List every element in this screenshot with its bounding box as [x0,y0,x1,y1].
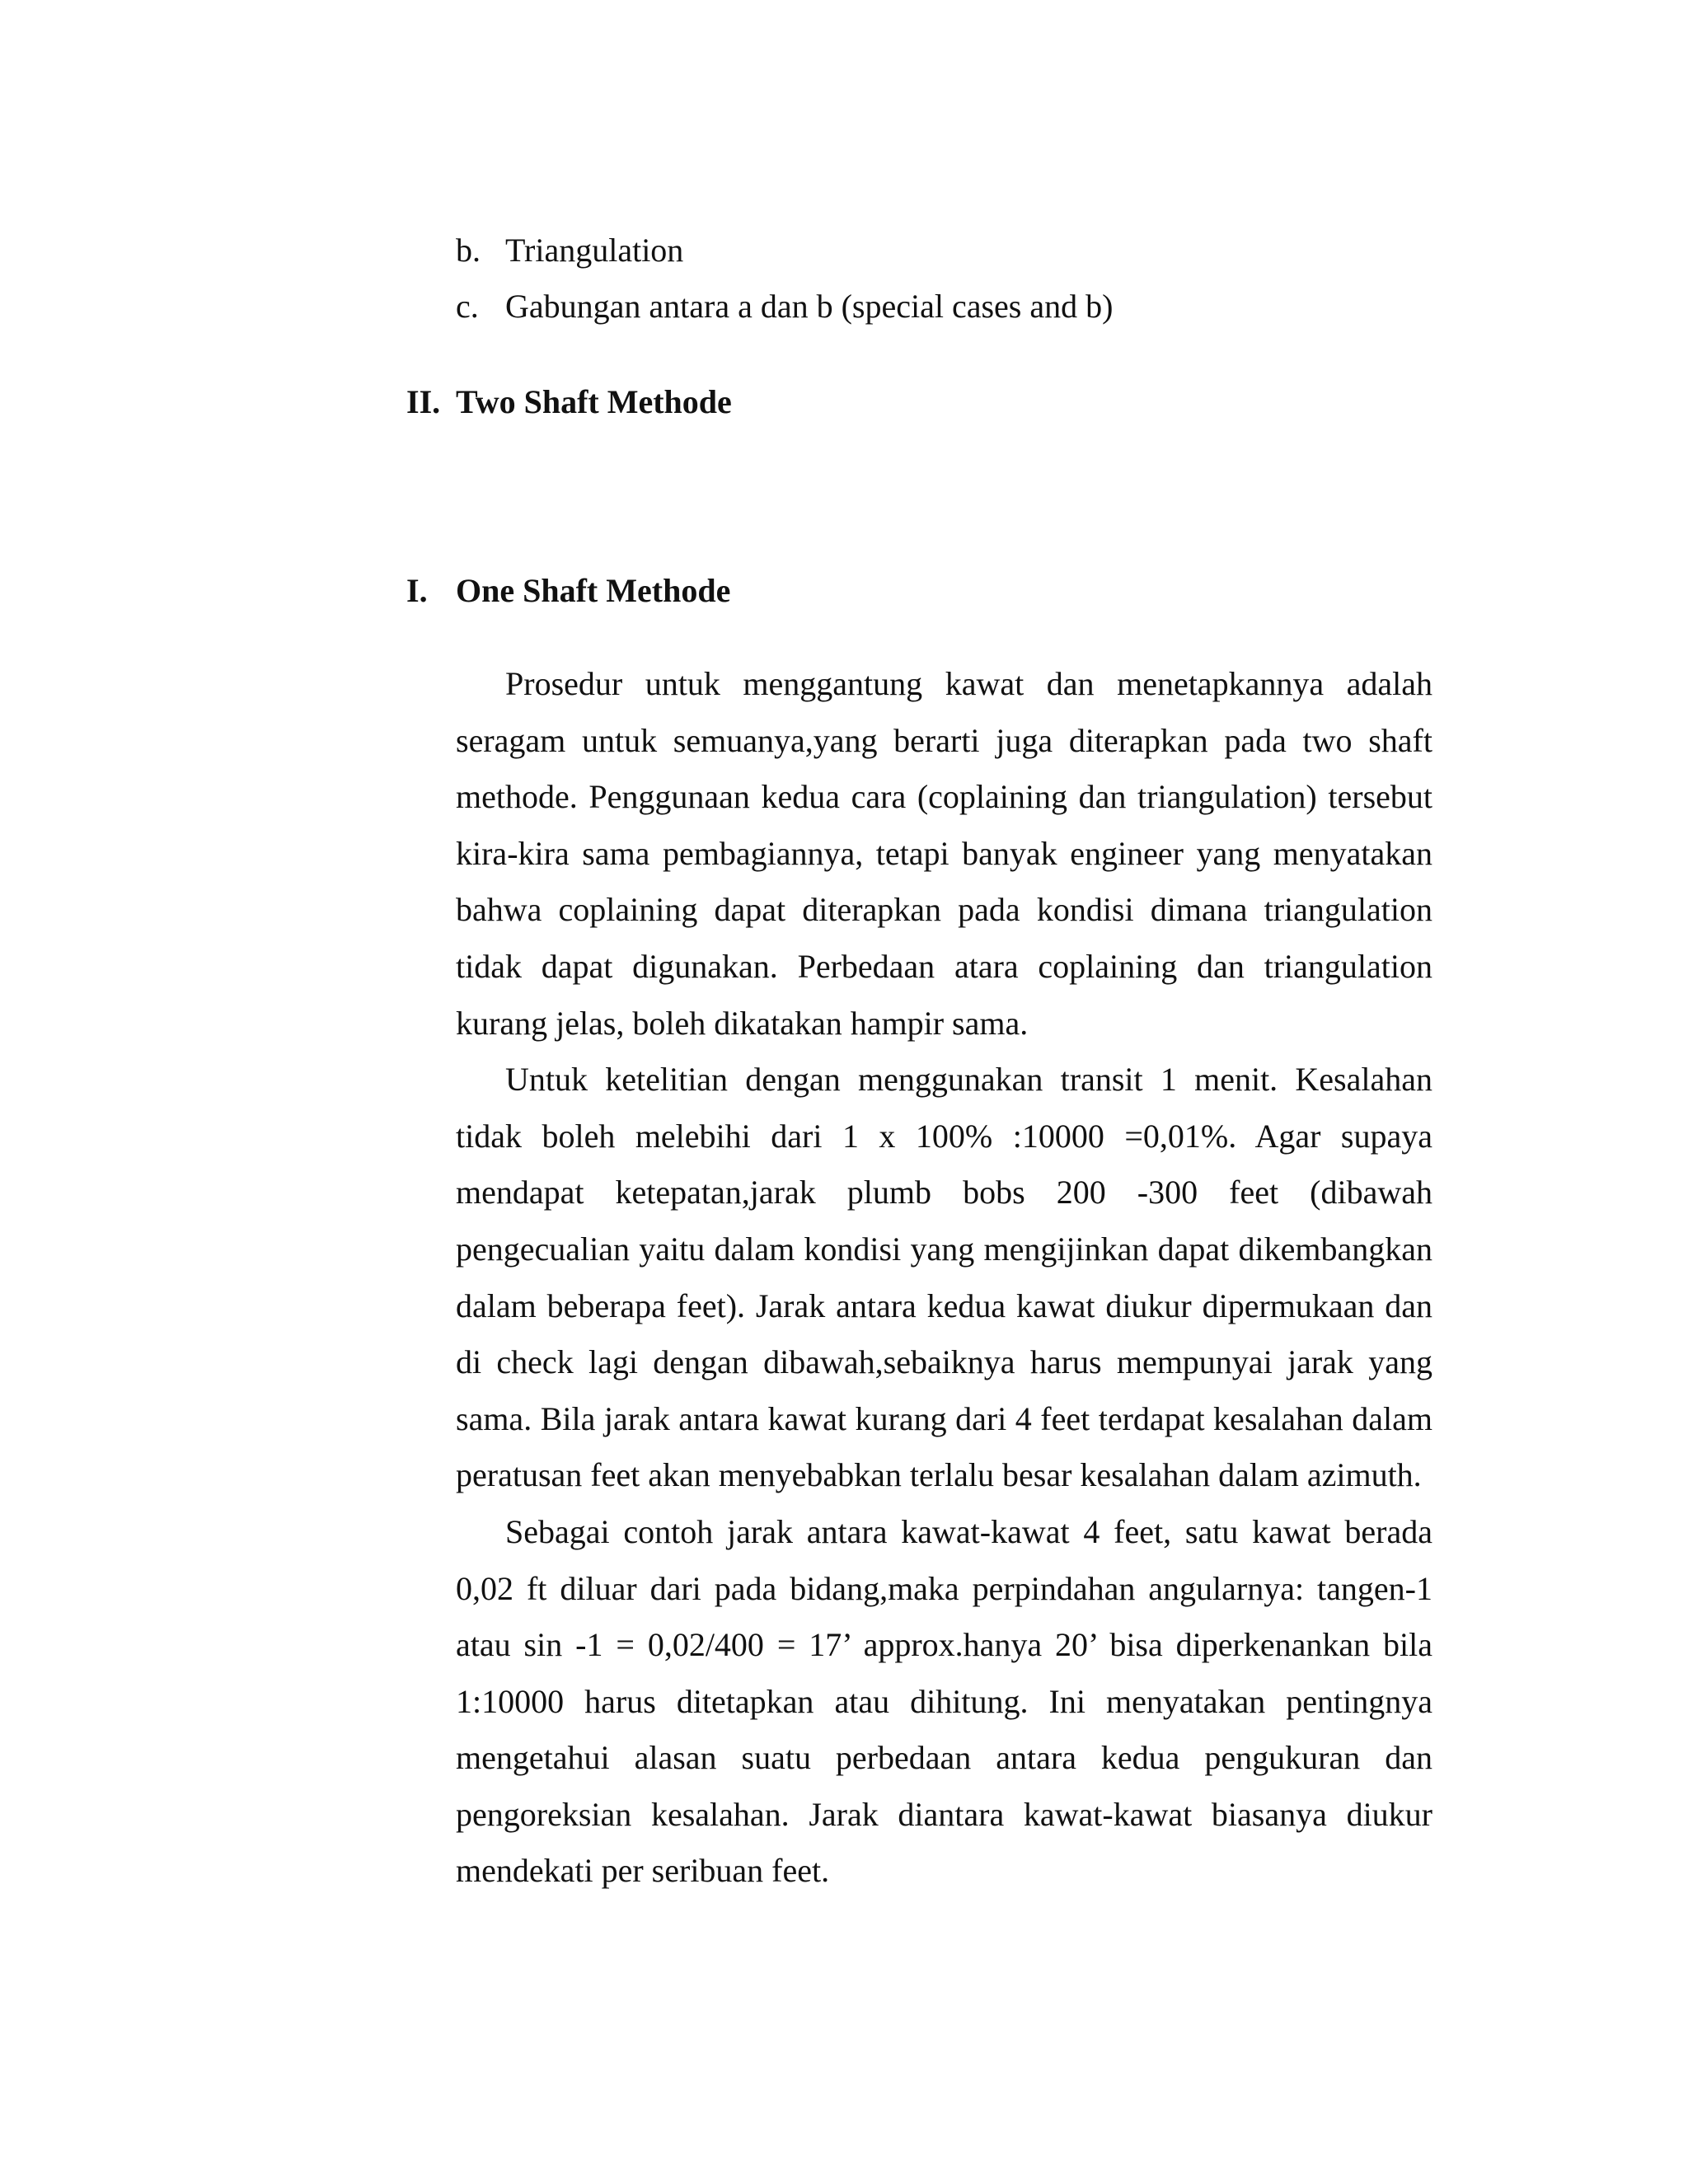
list-marker-b: b. [456,232,481,269]
section-number: I. [406,572,428,609]
list-text-c: Gabungan antara a dan b (special cases and b) [505,288,1114,325]
paragraph: Sebagai contoh jarak antara kawat-kawat 4 feet, satu kawat berada 0,02 ft diluar dari pada bidang,maka perpindahan angularnya: tangen-1 atau sin -1 = 0,02/400 = 17’ approx.hanya 20’ bisa diperkenankan bila 1:10000 harus ditetapkan atau dihitung. Ini menyatakan pentingnya mengetahui alasan suatu perbedaan antara kedua pengukuran dan pengoreksian kesalahan. Jarak diantara kawat-kawat biasanya diukur mendekati per seribuan feet. [456,1512,1432,1890]
list-text-b: Triangulation [505,232,684,269]
paragraph: Untuk ketelitian dengan menggunakan transit 1 menit. Kesalahan tidak boleh melebihi dari 1 x 100% :10000 =0,01%. Agar supaya mendapat ketepatan,jarak plumb bobs 200 -300 feet (dibawah pengecualian yaitu dalam kondisi yang mengijinkan dapat dikembangkan dalam beberapa feet). Jarak antara kedua kawat diukur dipermukaan dan di check lagi dengan dibawah,sebaiknya harus mempunyai jarak yang sama. Bila jarak antara kawat kurang dari 4 feet terdapat kesalahan dalam peratusan feet akan menyebabkan terlalu besar kesalahan dalam azimuth. [456,1061,1432,1494]
list-marker-c: c. [456,288,479,325]
section-number: II. [406,383,441,420]
section-title: One Shaft Methode [456,572,731,609]
section-title: Two Shaft Methode [456,383,732,420]
body-text [456,656,1432,1900]
paragraph: Prosedur untuk menggantung kawat dan menetapkannya adalah seragam untuk semuanya,yang berarti juga diterapkan pada two shaft methode. Penggunaan kedua cara (coplaining dan triangulation) tersebut kira-kira sama pembagiannya, tetapi banyak engineer yang menyatakan bahwa coplaining dapat diterapkan pada kondisi dimana triangulation tidak dapat digunakan. Perbedaan atara coplaining dan triangulation kurang jelas, boleh dikatakan hampir sama. [456,665,1432,1042]
